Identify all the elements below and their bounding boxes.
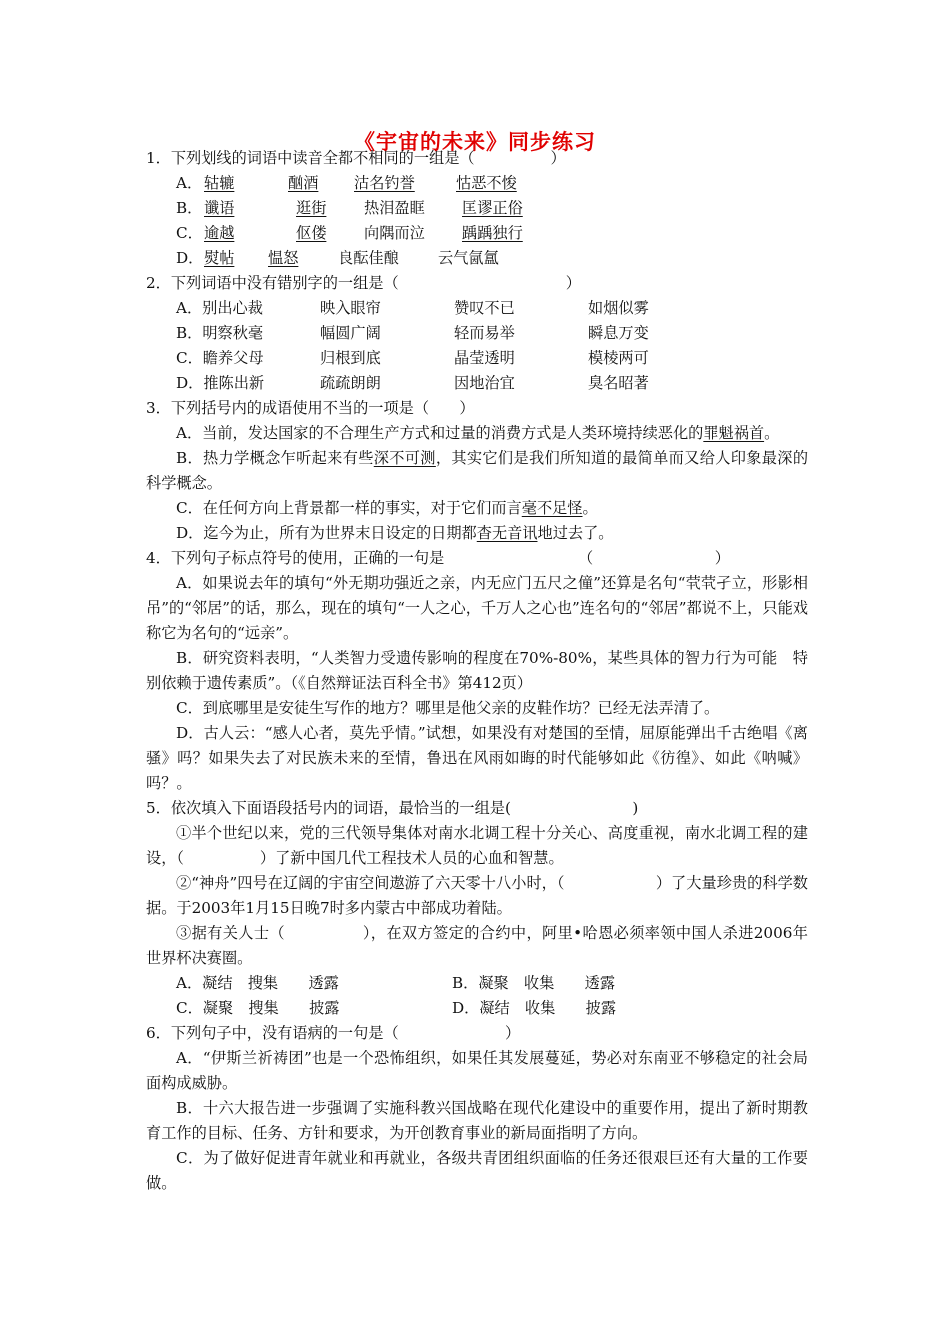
option-c: C．凝聚 搜集 披露	[176, 999, 340, 1017]
option-word: C．瞻养父母	[176, 349, 264, 367]
option-word: 映入眼帘	[320, 299, 381, 317]
option-word: 谶语	[204, 199, 235, 217]
stem-text: 4．下列句子标点符号的使用，正确的一句是	[146, 549, 445, 567]
option-word: 如烟似雾	[588, 299, 649, 317]
option-word: 怙恶不悛	[456, 174, 517, 192]
question-4-stem	[146, 546, 808, 571]
option-word: 臭名昭著	[588, 374, 649, 392]
question-5-sentence-1: ①半个世纪以来，党的三代领导集体对南水北调工程十分关心、高度重视，南水北调工程的建设，（ ）了新中国几代工程技术人员的心血和智慧。	[146, 824, 808, 867]
option-word: 热泪盈眶	[364, 199, 425, 217]
option-word: 归根到底	[320, 349, 381, 367]
option-word: 模棱两可	[588, 349, 649, 367]
option-label: A．	[176, 174, 203, 192]
option-word: 踽踽独行	[462, 224, 523, 242]
option-word: 赞叹不已	[454, 299, 515, 317]
question-6-option-a: A．“伊斯兰祈祷团”也是一个恐怖组织，如果任其发展蔓延，势必对东南亚不够稳定的社会局面构成威胁。	[146, 1049, 808, 1092]
question-3-option-b: B．热力学概念乍听起来有些深不可测，其实它们是我们所知道的最简单而又给人印象最深的科学概念。	[146, 449, 809, 492]
question-2-option-d	[146, 371, 808, 396]
option-word: 匡谬正俗	[462, 199, 523, 217]
option-label: D．	[176, 249, 204, 267]
question-2-option-c	[146, 346, 808, 371]
option-word: A．别出心裁	[176, 299, 263, 317]
option-word: 愠怒	[268, 249, 299, 267]
option-word: 伛偻	[296, 224, 327, 242]
option-word: 因地治宜	[454, 374, 515, 392]
option-word: 熨帖	[204, 249, 235, 267]
question-4-option-c: C．到底哪里是安徒生写作的地方？哪里是他父亲的皮鞋作坊？已经无法弄清了。	[176, 699, 720, 717]
option-label: C．	[176, 224, 203, 242]
question-3-stem: 3．下列括号内的成语使用不当的一项是（ ）	[146, 399, 475, 417]
question-3-option-c: C．在任何方向上背景都一样的事实，对于它们而言毫不足怪。	[176, 499, 598, 517]
question-6-option-b: B．十六大报告进一步强调了实施科教兴国战略在现代化建设中的重要作用，提出了新时期教育工作的目标、任务、方针和要求，为开创教育事业的新局面指明了方向。	[146, 1099, 808, 1142]
question-4-option-b: B．研究资料表明，“人类智力受遗传影响的程度在70%-80%，某些具体的智力行为可能 特别依赖于遗传素质”。（《自然辩证法百科全书》第412页）	[146, 649, 808, 692]
answer-paren: （ ）	[578, 549, 730, 567]
option-d: D．凝结 收集 披露	[452, 999, 617, 1017]
option-word: 疏疏朗朗	[320, 374, 381, 392]
question-1-option-d	[146, 246, 808, 271]
option-word: 轻而易举	[454, 324, 515, 342]
option-label: B．	[176, 199, 203, 217]
option-word: 逾越	[204, 224, 235, 242]
question-6-stem: 6．下列句子中，没有语病的一句是（ ）	[146, 1024, 521, 1042]
question-4-option-a: A．如果说去年的填句“外无期功强近之亲，内无应门五尺之僮”还算是名句“茕茕孑立，形影相吊”的“邻居”的话，那么，现在的填句“一人之心，千万人之心也”连名句的“邻居”都说不上，只能戏称它为名句的“远亲”。	[146, 574, 808, 642]
page-title: 《宇宙的未来》同步练习	[354, 129, 596, 154]
option-word: 向隅而泣	[364, 224, 425, 242]
question-5-sentence-3: ③据有关人士（ ），在双方签定的合约中，阿里•哈恩必须率领中国人杀进2006年世界杯决赛圈。	[146, 924, 808, 967]
option-word: D．推陈出新	[176, 374, 265, 392]
option-word: 轱辘	[204, 174, 235, 192]
question-5-options-cd	[146, 996, 808, 1021]
option-word: B．明察秋毫	[176, 324, 264, 342]
question-1-option-a	[146, 171, 808, 196]
question-5-sentence-2: ②“神舟”四号在辽阔的宇宙空间遨游了六天零十八小时，（ ）了大量珍贵的科学数据。于2003年1月15日晚7时多内蒙古中部成功着陆。	[146, 874, 808, 917]
question-1-stem: 1．下列划线的词语中读音全都不相同的一组是（ ）	[146, 149, 566, 167]
option-word: 幅圆广阔	[320, 324, 381, 342]
question-2-stem: 2．下列词语中没有错别字的一组是（ ）	[146, 274, 581, 292]
question-2-option-b	[146, 321, 808, 346]
option-word: 瞬息万变	[588, 324, 649, 342]
option-word: 云气氤氲	[438, 249, 499, 267]
option-b: B．凝聚 收集 透露	[452, 974, 616, 992]
question-5-stem: 5．依次填入下面语段括号内的词语，最恰当的一组是( )	[146, 799, 639, 817]
option-word: 良酝佳酿	[338, 249, 399, 267]
option-word: 沽名钓誉	[354, 174, 415, 192]
question-2-option-a	[146, 296, 808, 321]
option-word: 逛街	[296, 199, 327, 217]
option-word: 酗酒	[288, 174, 319, 192]
question-6-option-c: C．为了做好促进青年就业和再就业，各级共青团组织面临的任务还很艰巨还有大量的工作要做。	[146, 1149, 808, 1192]
exercise-body	[146, 146, 808, 1196]
option-word: 晶莹透明	[454, 349, 515, 367]
option-a: A．凝结 搜集 透露	[176, 974, 339, 992]
question-4-option-d: D．古人云：“感人心者，莫先乎情。”试想，如果没有对楚国的至情，屈原能弹出千古绝唱《离骚》吗？如果失去了对民族未来的至情，鲁迅在风雨如晦的时代能够如此《彷徨》、如此《呐喊》吗？。	[146, 724, 808, 792]
question-5-options-ab	[146, 971, 808, 996]
question-3-option-a: A．当前，发达国家的不合理生产方式和过量的消费方式是人类环境持续恶化的罪魁祸首。	[176, 424, 780, 442]
question-3-option-d: D．迄今为止，所有为世界末日设定的日期都杳无音讯地过去了。	[176, 524, 614, 542]
question-1-option-c	[146, 221, 808, 246]
question-1-option-b	[146, 196, 808, 221]
